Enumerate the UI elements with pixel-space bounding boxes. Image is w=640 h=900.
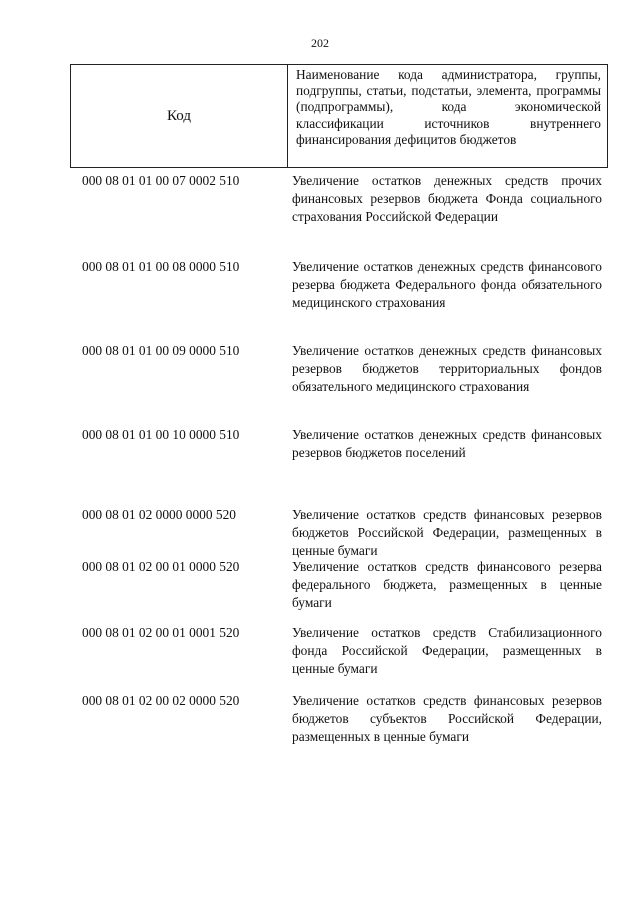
row-description: Увеличение остатков средств Стабилизационного фонда Российской Федерации, размещенных в ценные бумаги	[292, 625, 602, 676]
header-row	[71, 65, 608, 168]
row-code: 000 08 01 01 00 09 0000 510	[82, 343, 240, 358]
header-name-label: Наименование кода администратора, группы, подгруппы, статьи, подстатьи, элемента, программы (подпрограммы), кода экономической классификации источников внутреннего финансирования дефицитов бюджетов	[288, 65, 608, 168]
row-description: Увеличение остатков денежных средств прочих финансовых резервов бюджета Фонда социального страхования Российской Федерации	[292, 173, 602, 224]
row-description: Увеличение остатков денежных средств финансового резерва бюджета Федерального фонда обязательного медицинского страхования	[292, 259, 602, 310]
header-code-label: Код	[71, 65, 288, 168]
row-code: 000 08 01 01 00 07 0002 510	[82, 173, 240, 188]
row-code: 000 08 01 02 00 02 0000 520	[82, 693, 240, 708]
row-code: 000 08 01 01 00 10 0000 510	[82, 427, 240, 442]
row-description: Увеличение остатков денежных средств финансовых резервов бюджетов территориальных фондов обязательного медицинского страхования	[292, 343, 602, 394]
row-code: 000 08 01 01 00 08 0000 510	[82, 259, 240, 274]
row-description: Увеличение остатков денежных средств финансовых резервов бюджетов поселений	[292, 427, 602, 460]
table-header	[70, 64, 608, 168]
row-description: Увеличение остатков средств финансовых резервов бюджетов Российской Федерации, размещенных в ценные бумаги	[292, 507, 602, 558]
row-code: 000 08 01 02 00 01 0000 520	[82, 559, 240, 574]
row-code: 000 08 01 02 0000 0000 520	[82, 507, 236, 522]
row-code: 000 08 01 02 00 01 0001 520	[82, 625, 240, 640]
row-description: Увеличение остатков средств финансового резерва федерального бюджета, размещенных в ценные бумаги	[292, 559, 602, 610]
page-number: 202	[311, 36, 329, 50]
row-description: Увеличение остатков средств финансовых резервов бюджетов субъектов Российской Федерации, размещенных в ценные бумаги	[292, 693, 602, 744]
